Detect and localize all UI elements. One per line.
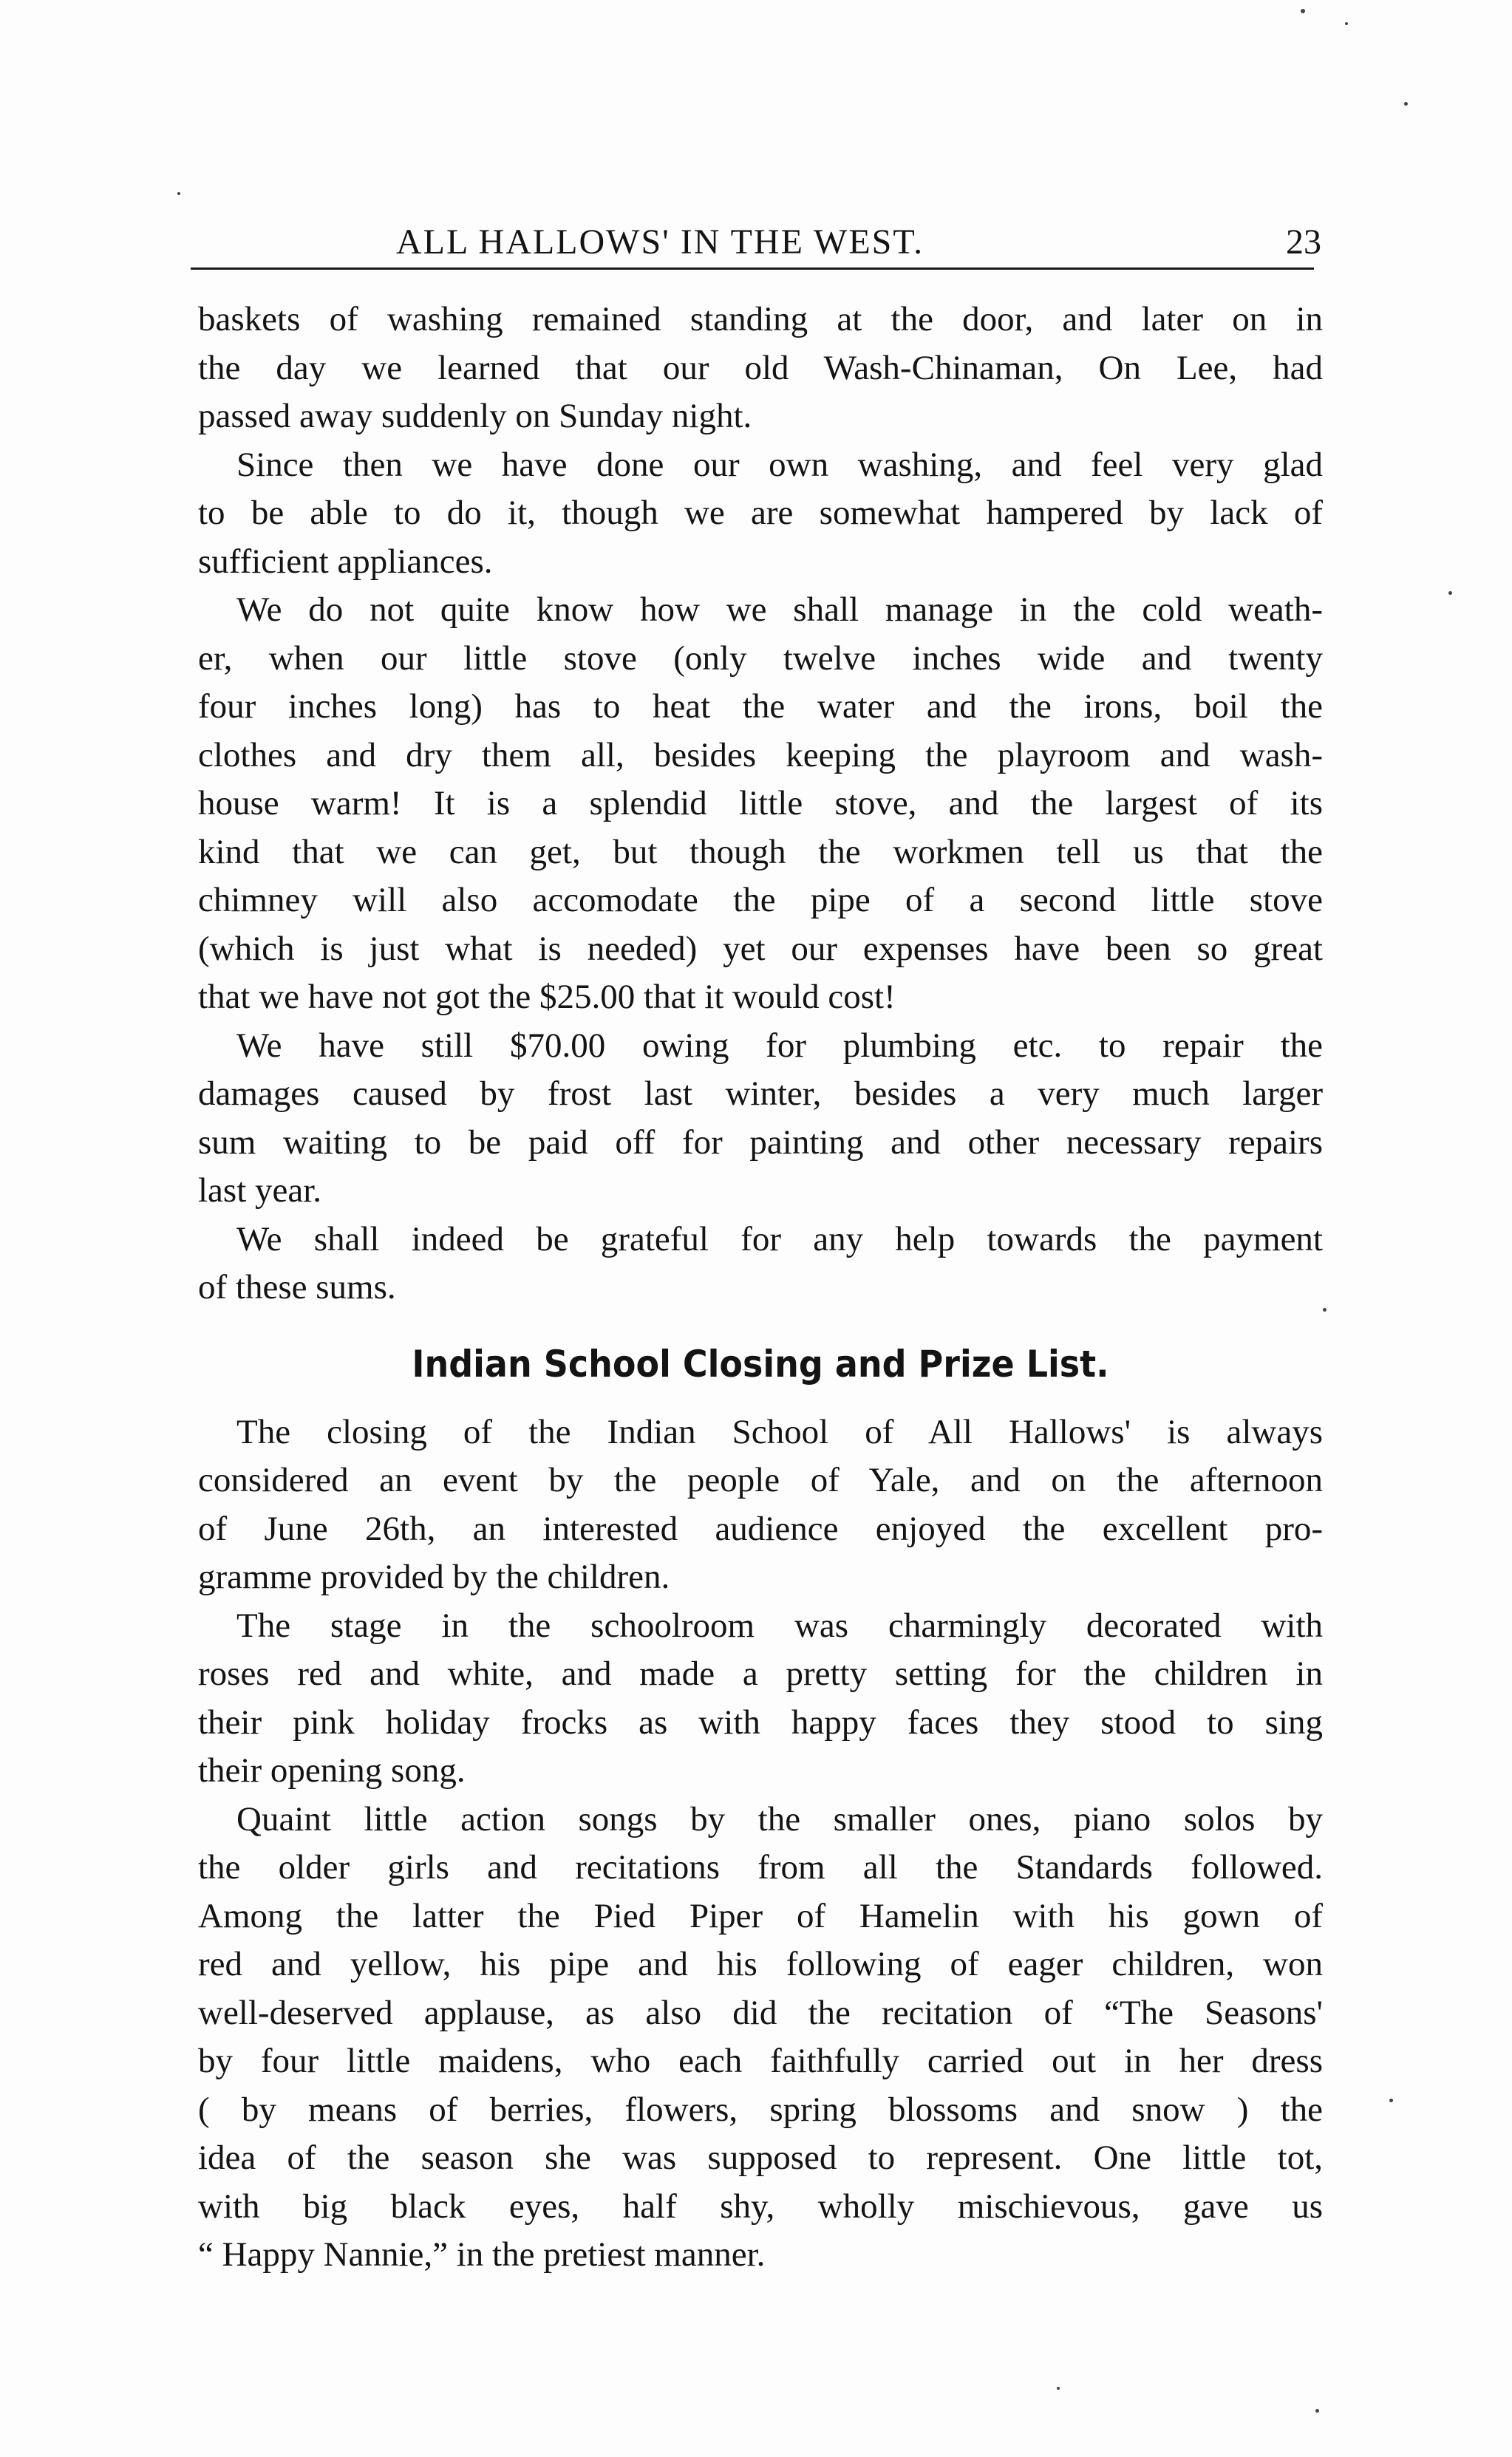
scan-speck bbox=[1345, 22, 1348, 25]
text-line: Since then we have done our own washing, and feel very glad bbox=[236, 445, 1323, 484]
text-line: damages caused by frost last winter, besides a very much larger bbox=[198, 1074, 1323, 1113]
scan-speck bbox=[1448, 591, 1452, 595]
paragraph bbox=[198, 1796, 1323, 2280]
text-line: the day we learned that our old Wash-Chinaman, On Lee, had bbox=[198, 348, 1323, 387]
section-heading: Indian School Closing and Prize List. bbox=[412, 1342, 1109, 1386]
text-line: their opening song. bbox=[198, 1751, 466, 1790]
text-line: red and yellow, his pipe and his following of eager children, won bbox=[198, 1945, 1323, 1983]
paragraph bbox=[198, 586, 1323, 1022]
text-line: We shall indeed be grateful for any help towards the payment bbox=[236, 1219, 1323, 1258]
text-line: “ Happy Nannie,” in the pretiest manner. bbox=[198, 2235, 766, 2274]
scan-speck bbox=[1301, 9, 1305, 13]
text-line: last year. bbox=[198, 1171, 322, 1210]
scan-speck bbox=[1323, 1308, 1327, 1312]
text-line: We have still $70.00 owing for plumbing etc. to repair the bbox=[236, 1026, 1323, 1065]
paragraph bbox=[198, 1408, 1323, 1602]
body-text bbox=[198, 296, 1323, 2280]
text-line: by four little maidens, who each faithfully carried out in her dress bbox=[198, 2042, 1323, 2080]
text-line: ( by means of berries, flowers, spring blossoms and snow ) the bbox=[198, 2090, 1323, 2129]
text-line: (which is just what is needed) yet our expenses have been so great bbox=[198, 929, 1323, 968]
text-line: with big black eyes, half shy, wholly mischievous, gave us bbox=[198, 2187, 1323, 2226]
paragraph bbox=[198, 1602, 1323, 1796]
paragraph bbox=[198, 441, 1323, 587]
text-line: The closing of the Indian School of All Hallows' is always bbox=[236, 1412, 1323, 1451]
text-line: Quaint little action songs by the smaller ones, piano solos by bbox=[236, 1799, 1323, 1839]
scan-speck bbox=[1389, 2099, 1393, 2102]
paragraph bbox=[198, 1216, 1323, 1312]
text-line: the older girls and recitations from all the Standards followed. bbox=[198, 1848, 1323, 1887]
text-line: passed away suddenly on Sunday night. bbox=[198, 397, 752, 435]
text-line: sufficient appliances. bbox=[198, 542, 493, 581]
text-line: well-deserved applause, as also did the recitation of “The Seasons' bbox=[198, 1993, 1323, 2032]
text-line: gramme provided by the children. bbox=[198, 1558, 670, 1596]
text-line: roses red and white, and made a pretty setting for the children in bbox=[198, 1655, 1323, 1693]
paragraph bbox=[198, 296, 1323, 441]
text-line: sum waiting to be paid off for painting and other necessary repairs bbox=[198, 1122, 1323, 1162]
text-line: to be able to do it, though we are somewhat hampered by lack of bbox=[198, 494, 1323, 532]
text-line: four inches long) has to heat the water and the irons, boil the bbox=[198, 687, 1323, 726]
header-rule bbox=[191, 267, 1314, 270]
text-line: chimney will also accomodate the pipe of a second little stove bbox=[198, 881, 1323, 919]
paragraph bbox=[198, 1022, 1323, 1216]
text-line: Among the latter the Pied Piper of Hamelin with his gown of bbox=[198, 1896, 1323, 1935]
text-line: house warm! It is a splendid little stove, and the largest of its bbox=[198, 784, 1323, 822]
scan-speck bbox=[1057, 2387, 1060, 2390]
text-line: er, when our little stove (only twelve inches wide and twenty bbox=[198, 638, 1323, 678]
text-line: We do not quite know how we shall manage in the cold weath- bbox=[236, 590, 1323, 629]
text-line: that we have not got the $25.00 that it would cost! bbox=[198, 978, 896, 1016]
scan-speck bbox=[1315, 2409, 1319, 2413]
text-line: baskets of washing remained standing at the door, and later on in bbox=[198, 300, 1323, 338]
running-title: ALL HALLOWS' IN THE WEST. bbox=[396, 222, 924, 262]
text-line: considered an event by the people of Yale, and on the afternoon bbox=[198, 1461, 1323, 1499]
page-number: 23 bbox=[1286, 222, 1321, 262]
scan-speck bbox=[177, 192, 180, 195]
scan-speck bbox=[1404, 102, 1408, 106]
text-line: idea of the season she was supposed to represent. One little tot, bbox=[198, 2139, 1323, 2177]
text-line: clothes and dry them all, besides keeping the playroom and wash- bbox=[198, 735, 1323, 774]
page-header bbox=[191, 222, 1321, 273]
text-line: of June 26th, an interested audience enjoyed the excellent pro- bbox=[198, 1509, 1323, 1548]
text-line: kind that we can get, but though the workmen tell us that the bbox=[198, 832, 1323, 871]
text-line: their pink holiday frocks as with happy faces they stood to sing bbox=[198, 1703, 1323, 1742]
text-line: The stage in the schoolroom was charmingly decorated with bbox=[236, 1606, 1323, 1645]
text-line: of these sums. bbox=[198, 1268, 396, 1306]
